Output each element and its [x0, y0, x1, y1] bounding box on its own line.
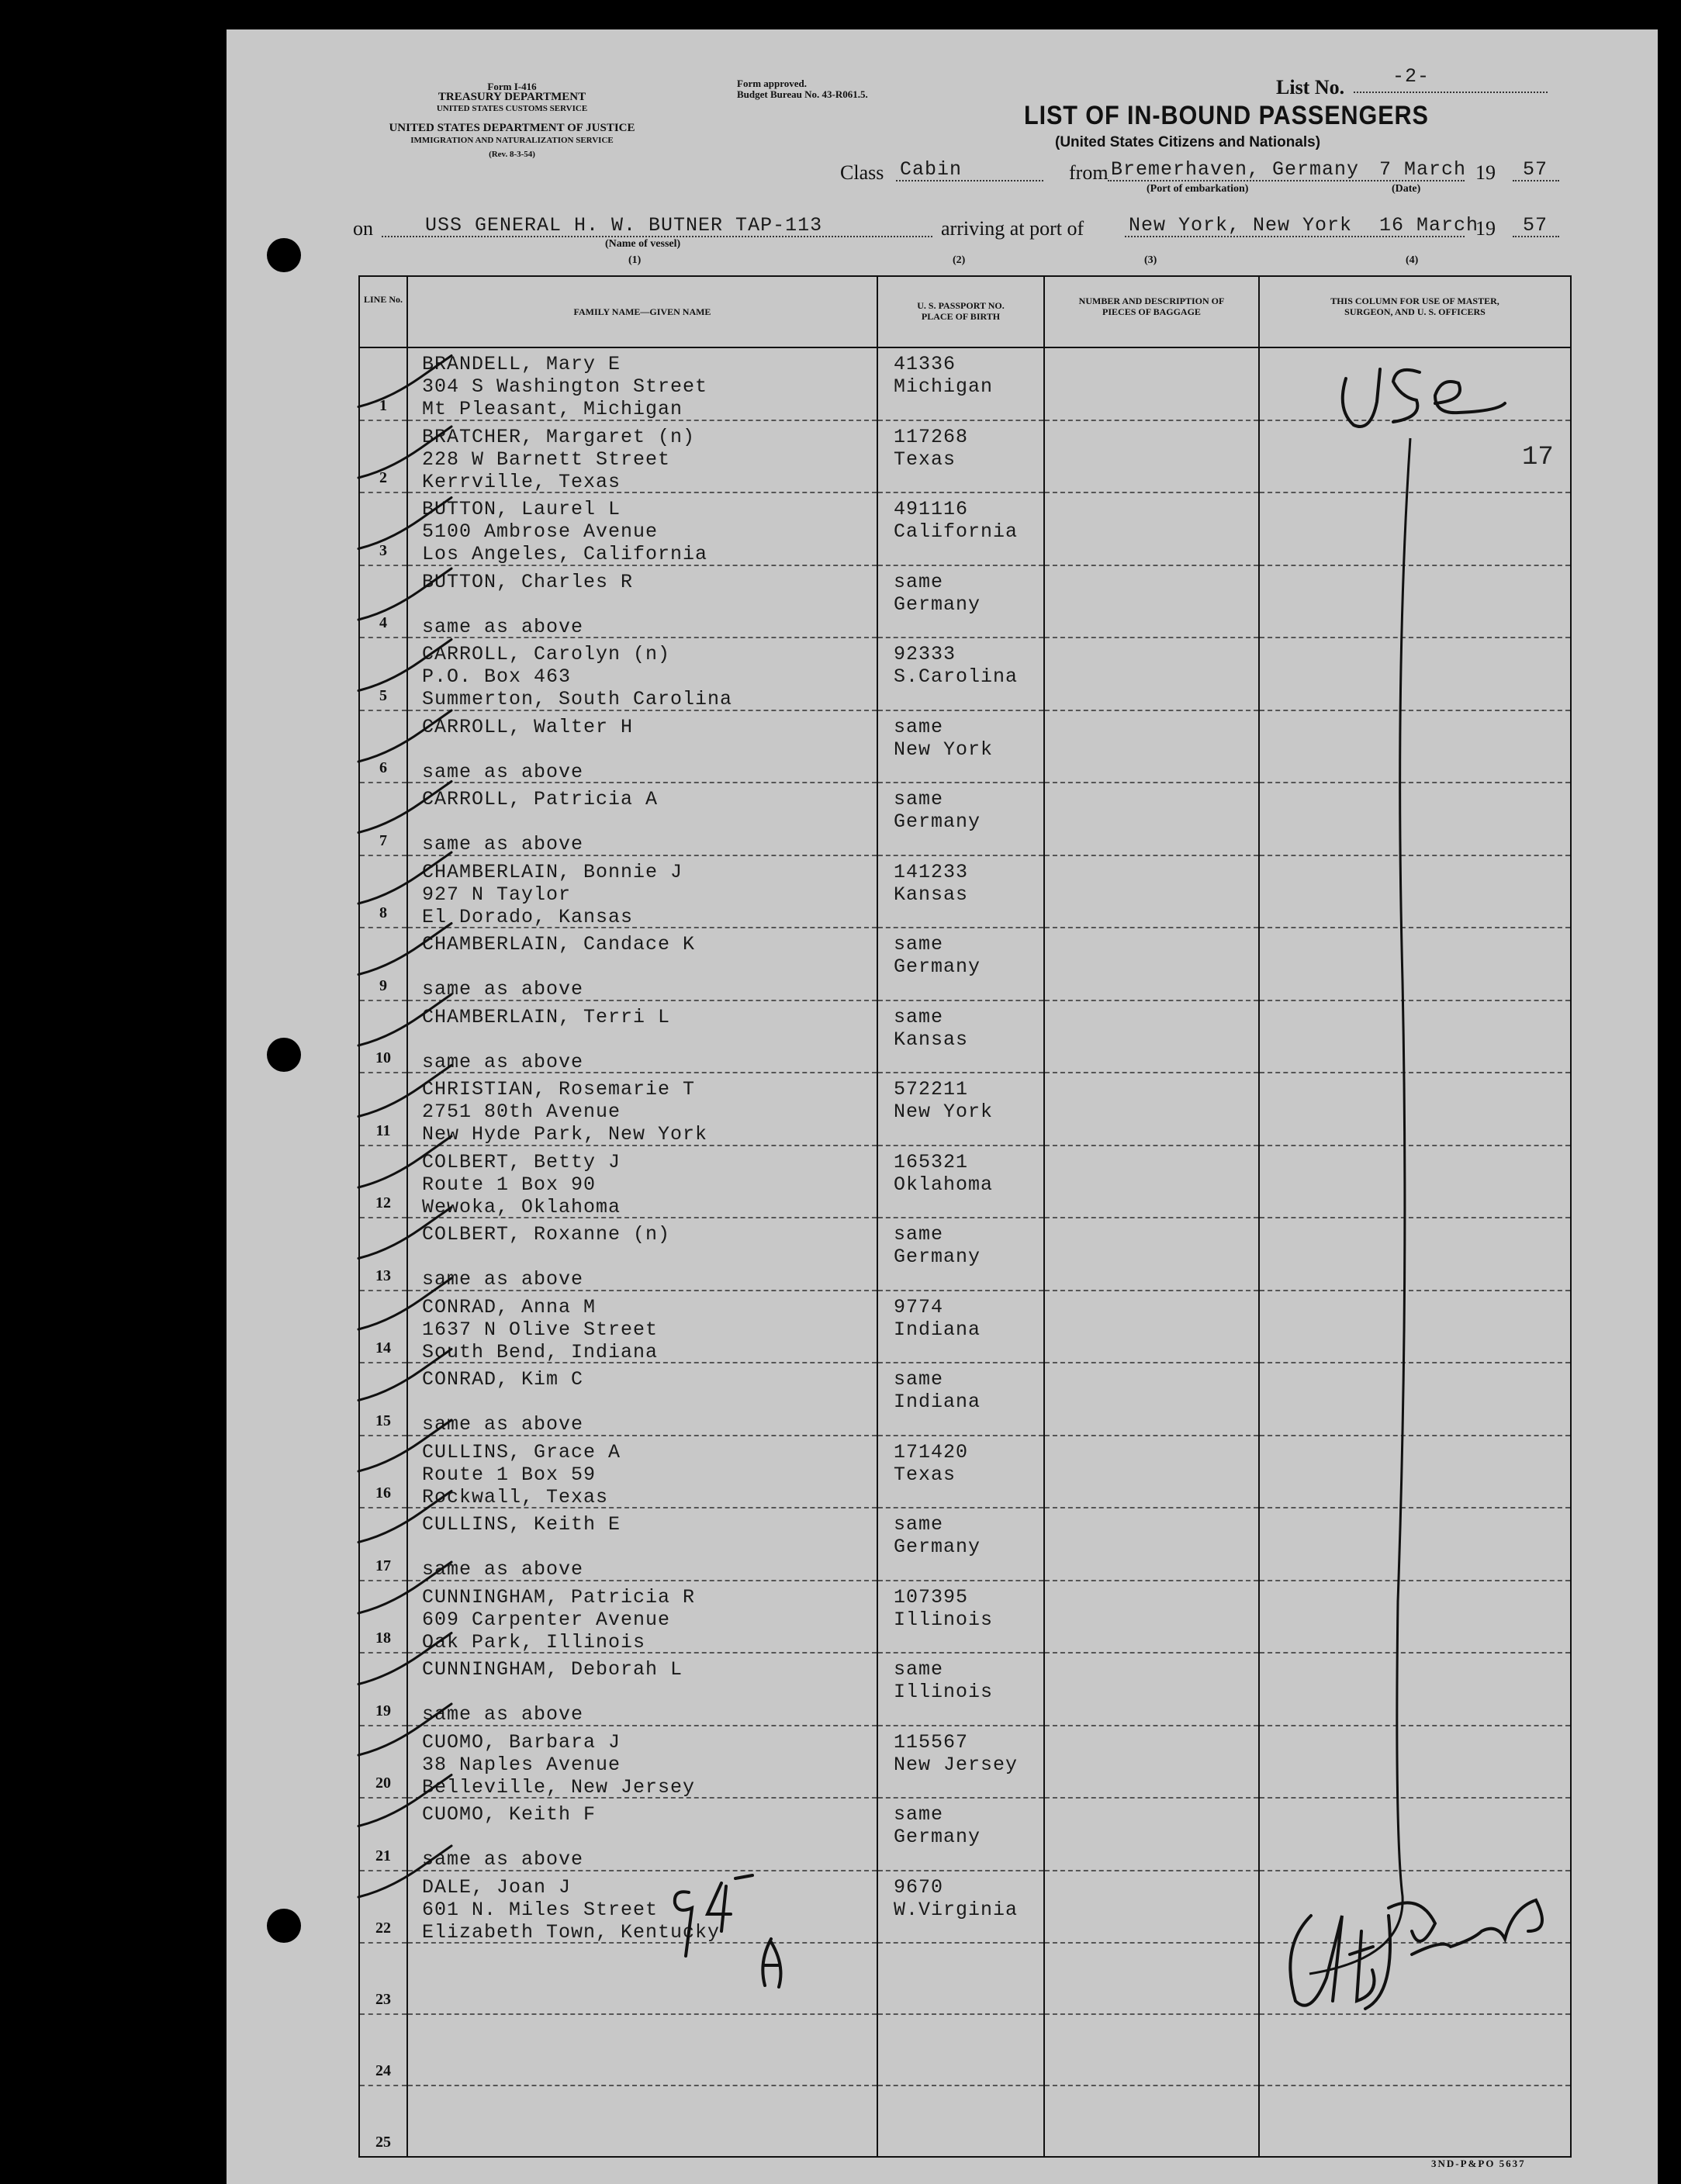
col-num-1: (1)	[628, 254, 642, 266]
header-name-text: FAMILY NAME—GIVEN NAME	[573, 306, 711, 317]
line-number: 16	[375, 1484, 391, 1502]
place-of-birth: W.Virginia	[894, 1898, 1019, 1921]
passenger-address: Mt Pleasant, Michigan	[422, 398, 683, 420]
passenger-address: same as above	[422, 833, 584, 855]
passenger-address: 5100 Ambrose Avenue	[422, 520, 659, 543]
passenger-address: Elizabeth Town, Kentucky	[422, 1920, 721, 1944]
line-number: 7	[379, 831, 387, 849]
place-of-birth: New York	[894, 1101, 994, 1123]
passport-number: same	[894, 1223, 944, 1246]
check-mark	[358, 568, 451, 620]
check-mark	[358, 1562, 451, 1613]
place-of-birth: Germany	[894, 955, 981, 978]
passenger-name: CULLINS, Grace A	[422, 1440, 621, 1463]
check-mark	[358, 1278, 451, 1329]
passenger-address: same as above	[422, 1268, 584, 1291]
passport-number: same	[894, 1005, 944, 1028]
passport-number: 9670	[894, 1875, 944, 1899]
passenger-address: El Dorado, Kansas	[422, 905, 634, 928]
passport-number: 171420	[894, 1440, 969, 1463]
check-mark	[358, 356, 451, 407]
check-mark	[358, 1704, 451, 1755]
officer-count: 17	[1522, 443, 1554, 472]
line-number: 3	[379, 541, 387, 559]
embark-date: 7 March	[1379, 158, 1467, 181]
list-no-label: List No.	[1276, 76, 1345, 98]
passport-number: same	[894, 1658, 944, 1681]
embark-caption: (Port of embarkation)	[1147, 183, 1249, 195]
passport-number: 9774	[894, 1295, 944, 1318]
form-approved: Form approved.	[737, 78, 808, 89]
place-of-birth: Kansas	[894, 883, 969, 906]
line-number: 1	[379, 396, 387, 414]
passenger-name: CUOMO, Barbara J	[422, 1730, 621, 1754]
arrival-year-prefix: 19	[1475, 217, 1496, 240]
line-number: 22	[375, 1920, 391, 1937]
arrival-year: 57	[1523, 214, 1548, 237]
passport-number: 107395	[894, 1585, 969, 1609]
passenger-address: Summerton, South Carolina	[422, 688, 733, 710]
passenger-name: CHAMBERLAIN, Candace K	[422, 933, 696, 955]
check-mark	[358, 1208, 451, 1259]
line-number: 6	[379, 759, 387, 776]
line-number: 20	[375, 1774, 391, 1792]
passport-number: 491116	[894, 498, 969, 520]
check-mark	[358, 1846, 451, 1897]
place-of-birth: Germany	[894, 1536, 981, 1558]
place-of-birth: Germany	[894, 1826, 981, 1848]
passport-number: same	[894, 1368, 944, 1391]
officer-initials-mark	[1343, 369, 1505, 427]
place-of-birth: Illinois	[894, 1681, 994, 1703]
header-officers-text: THIS COLUMN FOR USE OF MASTER, SURGEON, AND U. S. OFFICERS	[1330, 295, 1499, 317]
passenger-name: CONRAD, Anna M	[422, 1295, 597, 1318]
arrival-port: New York, New York	[1129, 214, 1353, 237]
check-mark	[358, 1349, 451, 1401]
passenger-name: CUNNINGHAM, Deborah L	[422, 1658, 683, 1681]
passenger-address: Los Angeles, California	[422, 543, 708, 565]
line-number: 9	[379, 976, 387, 994]
vessel-caption: (Name of vessel)	[605, 238, 681, 250]
check-mark	[358, 710, 451, 762]
passenger-name: CUNNINGHAM, Patricia R	[422, 1585, 696, 1609]
passenger-address: same as above	[422, 978, 584, 1000]
line-number: 17	[375, 1557, 391, 1574]
place-of-birth: Kansas	[894, 1028, 969, 1051]
check-mark	[358, 1420, 451, 1471]
passenger-address: Kerrville, Texas	[422, 470, 621, 493]
place-of-birth: Oklahoma	[894, 1173, 994, 1196]
line-number: 4	[379, 614, 387, 631]
passenger-address: Wewoka, Oklahoma	[422, 1195, 621, 1218]
place-of-birth: Indiana	[894, 1391, 981, 1413]
passenger-address: 601 N. Miles Street	[422, 1898, 659, 1921]
passenger-address: 609 Carpenter Avenue	[422, 1608, 671, 1631]
passport-number: 115567	[894, 1730, 969, 1754]
passenger-name: CHRISTIAN, Rosemarie T	[422, 1078, 696, 1101]
passenger-address: same as above	[422, 1413, 584, 1436]
header-baggage-text: NUMBER AND DESCRIPTION OF PIECES OF BAGGAGE	[1078, 295, 1225, 317]
passenger-address: same as above	[422, 1558, 584, 1581]
date-caption: (Date)	[1392, 183, 1421, 195]
header-passport-text: U. S. PASSPORT NO. PLACE OF BIRTH	[917, 300, 1005, 322]
passenger-address: same as above	[422, 1703, 584, 1726]
passenger-name: COLBERT, Betty J	[422, 1150, 621, 1173]
place-of-birth: Germany	[894, 593, 981, 616]
passenger-address: New Hyde Park, New York	[422, 1123, 708, 1146]
place-of-birth: Indiana	[894, 1318, 981, 1341]
form-id: Form I-416	[487, 81, 537, 92]
check-mark	[358, 1491, 451, 1543]
check-mark	[358, 498, 451, 549]
passport-number: same	[894, 788, 944, 810]
passenger-address: 304 S Washington Street	[422, 375, 708, 398]
handwritten-total-mark	[675, 1875, 781, 1987]
passport-number: 572211	[894, 1078, 969, 1101]
passport-number: 165321	[894, 1150, 969, 1173]
passenger-name: CUOMO, Keith F	[422, 1803, 597, 1826]
check-marks	[358, 356, 451, 1898]
place-of-birth: New York	[894, 738, 994, 761]
check-mark	[358, 1066, 451, 1117]
check-mark	[358, 1775, 451, 1826]
passport-number: same	[894, 570, 944, 593]
passenger-name: COLBERT, Roxanne (n)	[422, 1223, 671, 1246]
passport-number: same	[894, 933, 944, 955]
place-of-birth: New Jersey	[894, 1753, 1019, 1776]
passenger-address: same as above	[422, 615, 584, 638]
line-number: 8	[379, 904, 387, 921]
col-num-4: (4)	[1406, 254, 1419, 266]
place-of-birth: California	[894, 520, 1019, 543]
arrival-date: 16 March	[1379, 214, 1479, 237]
check-mark	[358, 1633, 451, 1685]
bracket-line-icon	[1309, 438, 1410, 1974]
passenger-address: same as above	[422, 760, 584, 783]
passenger-name: CHAMBERLAIN, Terri L	[422, 1005, 671, 1028]
check-mark	[358, 427, 451, 478]
passenger-address: Belleville, New Jersey	[422, 1775, 696, 1799]
passport-number: 141233	[894, 860, 969, 883]
col-num-2: (2)	[953, 254, 966, 266]
passenger-address: 38 Naples Avenue	[422, 1753, 621, 1776]
line-number: 21	[375, 1847, 391, 1864]
check-mark	[358, 924, 451, 975]
class-label: Class	[840, 161, 884, 184]
passenger-name: BRANDELL, Mary E	[422, 353, 621, 375]
dept-justice: UNITED STATES DEPARTMENT OF JUSTICE	[389, 122, 635, 134]
place-of-birth: Illinois	[894, 1608, 994, 1631]
passenger-name: BUTTON, Charles R	[422, 570, 634, 593]
passenger-address: Rockwall, Texas	[422, 1485, 609, 1508]
passport-number: 117268	[894, 425, 969, 448]
passenger-address: Route 1 Box 59	[422, 1463, 597, 1486]
line-number: 23	[375, 1991, 391, 2008]
passenger-name: CARROLL, Patricia A	[422, 788, 659, 810]
place-of-birth: Texas	[894, 1463, 956, 1486]
check-mark	[358, 852, 451, 904]
check-mark	[358, 782, 451, 833]
place-of-birth: Michigan	[894, 375, 994, 398]
passenger-name: CULLINS, Keith E	[422, 1513, 621, 1536]
passenger-address: 2751 80th Avenue	[422, 1101, 621, 1123]
arriving-label: arriving at port of	[941, 217, 1084, 240]
line-number: 25	[375, 2134, 391, 2151]
line-number: 2	[379, 469, 387, 486]
check-mark	[358, 1136, 451, 1187]
line-number: 13	[375, 1267, 391, 1284]
passport-number: same	[894, 1803, 944, 1826]
class-value: Cabin	[900, 158, 963, 181]
passenger-name: BUTTON, Laurel L	[422, 498, 621, 520]
embark-year: 57	[1523, 158, 1548, 181]
line-number: 15	[375, 1412, 391, 1429]
line-number: 18	[375, 1629, 391, 1647]
passenger-address: 1637 N Olive Street	[422, 1318, 659, 1341]
passport-number: same	[894, 1513, 944, 1536]
page-title: LIST OF IN-BOUND PASSENGERS	[1024, 101, 1429, 130]
line-number: 14	[375, 1339, 391, 1356]
place-of-birth: Germany	[894, 810, 981, 833]
passenger-name: CHAMBERLAIN, Bonnie J	[422, 860, 683, 883]
passenger-address: same as above	[422, 1848, 584, 1871]
passenger-name: BRATCHER, Margaret (n)	[422, 425, 696, 448]
vessel-name: USS GENERAL H. W. BUTNER TAP-113	[425, 214, 823, 237]
place-of-birth: S.Carolina	[894, 665, 1019, 688]
line-number: 10	[375, 1049, 391, 1066]
signature-mark	[1290, 1900, 1542, 2009]
passenger-name: CONRAD, Kim C	[422, 1368, 584, 1391]
passport-number: 92333	[894, 643, 956, 665]
passenger-name: DALE, Joan J	[422, 1875, 572, 1899]
check-mark	[358, 994, 451, 1045]
line-number: 11	[375, 1121, 391, 1139]
list-no-value: -2-	[1392, 65, 1430, 88]
line-number: 12	[375, 1194, 391, 1211]
passport-number: same	[894, 715, 944, 738]
budget-bureau: Budget Bureau No. 43-R061.5.	[737, 88, 868, 100]
passenger-address: South Bend, Indiana	[422, 1340, 659, 1363]
revision: (Rev. 8-3-54)	[489, 150, 535, 159]
dept-justice-sub: IMMIGRATION AND NATURALIZATION SERVICE	[410, 136, 614, 145]
check-mark	[358, 640, 451, 691]
dept-treasury: TREASURY DEPARTMENT	[438, 91, 586, 103]
col-num-3: (3)	[1144, 254, 1157, 266]
page-subtitle: (United States Citizens and Nationals)	[1055, 134, 1321, 150]
passenger-name: CARROLL, Carolyn (n)	[422, 643, 671, 665]
line-number: 19	[375, 1702, 391, 1719]
print-code: 3ND-P&PO 5637	[1431, 2158, 1526, 2169]
passenger-address: P.O. Box 463	[422, 665, 572, 688]
passenger-address: Route 1 Box 90	[422, 1173, 597, 1196]
place-of-birth: Texas	[894, 448, 956, 471]
dept-treasury-sub: UNITED STATES CUSTOMS SERVICE	[436, 104, 588, 113]
line-number: 24	[375, 2062, 391, 2079]
passenger-name: CARROLL, Walter H	[422, 715, 634, 738]
place-of-birth: Germany	[894, 1246, 981, 1268]
line-number: 5	[379, 686, 387, 704]
passenger-address: same as above	[422, 1050, 584, 1073]
embark-port: Bremerhaven, Germany	[1111, 158, 1360, 181]
passenger-address: Oak Park, Illinois	[422, 1630, 646, 1654]
passenger-address: 927 N Taylor	[422, 883, 572, 906]
from-label: from	[1069, 161, 1109, 184]
header-line-no-text: LINE No.	[363, 294, 403, 305]
embark-year-prefix: 19	[1475, 161, 1496, 184]
passport-number: 41336	[894, 353, 956, 375]
passenger-address: 228 W Barnett Street	[422, 448, 671, 471]
on-label: on	[353, 217, 373, 240]
